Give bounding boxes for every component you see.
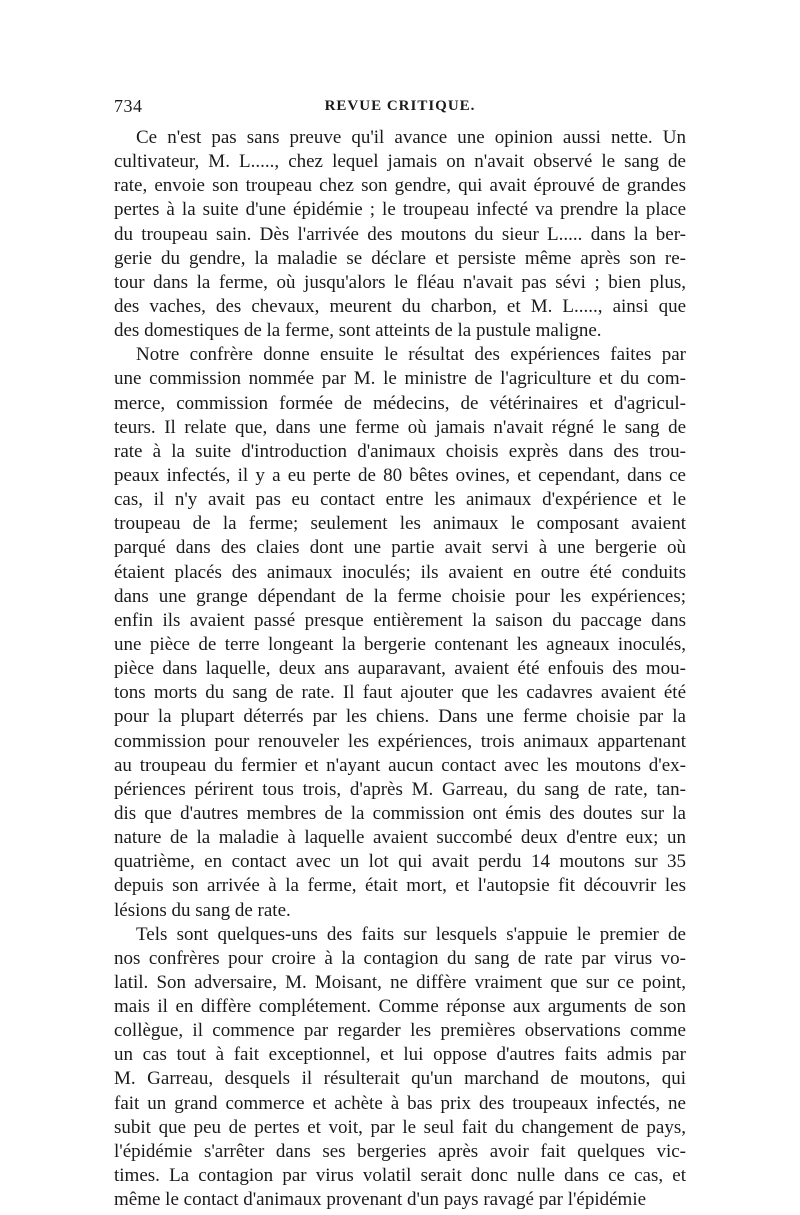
- text-line: lésions du sang de rate.: [114, 899, 291, 921]
- text-line: dans une grange dépendant de la ferme choisie pour les expériences;: [114, 585, 686, 607]
- text-line: des domestiques de la ferme, sont atteints de la pustule maligne.: [114, 320, 602, 342]
- paragraph: [114, 923, 686, 1213]
- text-line: times. La contagion par virus volatil serait donc nulle dans ce cas, et: [114, 1165, 686, 1187]
- text-line: étaient placés des animaux inoculés; ils avaient en outre été conduits: [114, 561, 686, 583]
- page-number: 734: [114, 96, 143, 116]
- text-line: au troupeau du fermier et n'ayant aucun contact avec les moutons d'ex-: [114, 754, 686, 776]
- body-text: [114, 126, 686, 1212]
- text-line: gerie du gendre, la maladie se déclare et persiste même après son re-: [114, 247, 686, 269]
- text-line: teurs. Il relate que, dans une ferme où jamais n'avait régné le sang de: [114, 416, 686, 438]
- text-line: l'épidémie s'arrêter dans ses bergeries après avoir fait quelques vic-: [114, 1140, 686, 1162]
- text-line: Ce n'est pas sans preuve qu'il avance une opinion aussi nette. Un: [136, 127, 686, 148]
- text-line: fait un grand commerce et achète à bas prix des troupeaux infectés, ne: [114, 1092, 686, 1114]
- text-line: Tels sont quelques-uns des faits sur lesquels s'appuie le premier de: [136, 923, 686, 945]
- journal-title: REVUE CRITIQUE.: [324, 98, 476, 114]
- text-line: subit que peu de pertes et voit, par le seul fait du changement de pays,: [114, 1116, 686, 1138]
- text-line: une pièce de terre longeant la bergerie contenant les agneaux inoculés,: [114, 633, 686, 655]
- page: [114, 96, 686, 1212]
- text-line: même le contact d'animaux provenant d'un pays ravagé par l'épidémie: [114, 1189, 647, 1211]
- text-line: pour la plupart déterrés par les chiens. Dans une ferme choisie par la: [114, 706, 686, 728]
- text-line: enfin ils avaient passé presque entièrement la saison du paccage dans: [114, 609, 686, 631]
- text-line: peaux infectés, il y a eu perte de 80 bêtes ovines, et cependant, dans ce: [114, 464, 686, 486]
- text-line: collègue, il commence par regarder les premières observations comme: [114, 1020, 686, 1042]
- text-line: tour dans la ferme, où jusqu'alors le fléau n'avait pas sévi ; bien plus,: [114, 271, 686, 293]
- text-line: des vaches, des chevaux, meurent du charbon, et M. L....., ainsi que: [114, 295, 686, 317]
- text-line: mais il en diffère complétement. Comme réponse aux arguments de son: [114, 996, 686, 1018]
- running-head: [114, 96, 686, 126]
- text-line: cultivateur, M. L....., chez lequel jamais on n'avait observé le sang de: [114, 151, 686, 173]
- text-line: merce, commission formée de médecins, de vétérinaires et d'agricul-: [114, 392, 686, 414]
- text-line: latil. Son adversaire, M. Moisant, ne diffère vraiment que sur ce point,: [114, 971, 686, 993]
- text-line: cas, il n'y avait pas eu contact entre les animaux d'expérience et le: [114, 489, 686, 511]
- text-line: troupeau de la ferme; seulement les animaux le composant avaient: [114, 513, 686, 535]
- text-line: nos confrères pour croire à la contagion du sang de rate par virus vo-: [114, 947, 686, 969]
- text-line: périences périrent tous trois, d'après M. Garreau, du sang de rate, tan-: [114, 778, 686, 800]
- text-line: quatrième, en contact avec un lot qui avait perdu 14 moutons sur 35: [114, 851, 686, 873]
- text-line: pertes à la suite d'une épidémie ; le troupeau infecté va prendre la place: [114, 199, 686, 221]
- text-line: parqué dans des claies dont une partie avait servi à une bergerie où: [114, 537, 686, 559]
- text-line: rate, envoie son troupeau chez son gendre, qui avait éprouvé de grandes: [114, 175, 686, 197]
- text-line: dis que d'autres membres de la commission ont émis des doutes sur la: [114, 802, 686, 824]
- text-line: du troupeau sain. Dès l'arrivée des moutons du sieur L..... dans la ber-: [114, 223, 686, 245]
- text-line: une commission nommée par M. le ministre de l'agriculture et du com-: [114, 368, 686, 390]
- paragraph: [114, 343, 686, 922]
- text-line: nature de la maladie à laquelle avaient succombé deux d'entre eux; un: [114, 827, 686, 849]
- text-line: tons morts du sang de rate. Il faut ajouter que les cadavres avaient été: [114, 682, 686, 704]
- text-line: commission pour renouveler les expériences, trois animaux appartenant: [114, 730, 686, 752]
- text-line: M. Garreau, desquels il résulterait qu'un marchand de moutons, qui: [114, 1068, 686, 1090]
- text-line: Notre confrère donne ensuite le résultat des expériences faites par: [136, 344, 686, 366]
- text-line: un cas tout à fait exceptionnel, et lui oppose d'autres faits admis par: [114, 1044, 686, 1066]
- text-line: depuis son arrivée à la ferme, était mort, et l'autopsie fit découvrir les: [114, 875, 686, 897]
- text-line: pièce dans laquelle, deux ans auparavant, avaient été enfouis des mou-: [114, 658, 686, 680]
- text-line: rate à la suite d'introduction d'animaux choisis exprès dans des trou-: [114, 440, 686, 462]
- paragraph: [114, 126, 686, 343]
